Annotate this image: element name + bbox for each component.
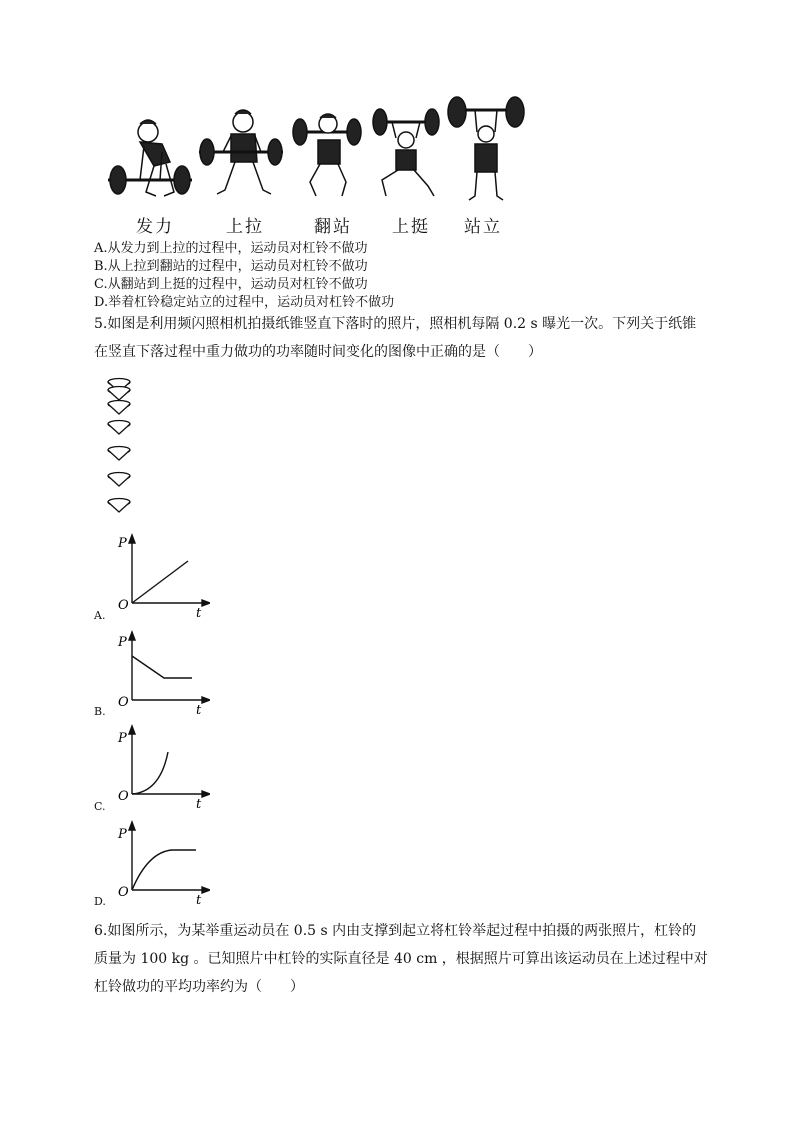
graph-c-origin: O [118, 789, 129, 804]
graph-b-ylabel: P [118, 635, 127, 650]
lifter-stage-1 [108, 120, 192, 196]
graph-b-letter: B. [94, 705, 106, 718]
q6-text-line2: 质量为 100 kg 。已知照片中杠铃的实际直径是 40 cm ，根据照片可算出该运动员在上述过程中对 [94, 951, 708, 967]
stage-label-5: 站立 [464, 217, 502, 237]
graph-option-a [110, 533, 210, 619]
graph-option-c [110, 724, 210, 810]
graph-a-ylabel: P [118, 536, 127, 551]
graph-d-xlabel: t [196, 893, 202, 906]
stage-label-2: 上拉 [226, 217, 264, 237]
q5-text-line1: 5.如图是利用频闪照相机拍摄纸锥竖直下落时的照片，照相机每隔 0.2 s 曝光一次。下列关于纸锥 [94, 316, 697, 332]
graph-c-xlabel: t [196, 797, 202, 810]
graph-c-letter: C. [94, 800, 106, 813]
q4-option-d: D.举着杠铃稳定站立的过程中，运动员对杠铃不做功 [94, 295, 395, 310]
lifter-stage-3 [293, 114, 361, 196]
q5-text-line2: 在竖直下落过程中重力做功的功率随时间变化的图像中正确的是（ ） [94, 344, 542, 360]
graph-d-origin: O [118, 885, 129, 900]
q4-option-c: C.从翻站到上挺的过程中，运动员对杠铃不做功 [94, 277, 368, 292]
lifter-stage-2 [199, 110, 283, 194]
q6-text-line3: 杠铃做功的平均功率约为（ ） [94, 979, 304, 995]
paper-cone-strobe-figure [104, 374, 138, 522]
graph-a-letter: A. [94, 609, 106, 622]
paper-cone-strobe-image [104, 374, 138, 522]
stage-label-1: 发力 [136, 217, 174, 237]
graph-a-xlabel: t [196, 606, 202, 619]
lifter-stage-4 [373, 109, 439, 196]
weightlifting-illustration [100, 96, 540, 208]
graph-a-origin: O [118, 598, 129, 613]
graph-b-xlabel: t [196, 703, 202, 716]
graph-c-ylabel: P [118, 731, 127, 746]
stage-label-3: 翻站 [314, 217, 352, 237]
graph-d-ylabel: P [118, 827, 127, 842]
graph-b-origin: O [118, 695, 129, 710]
stage-label-4: 上挺 [392, 217, 430, 237]
graph-d-letter: D. [94, 895, 106, 908]
lifter-stage-5 [448, 97, 524, 200]
graph-option-d [110, 820, 210, 906]
q4-option-b: B.从上拉到翻站的过程中，运动员对杠铃不做功 [94, 259, 368, 274]
q4-option-a: A.从发力到上拉的过程中，运动员对杠铃不做功 [94, 241, 368, 256]
graph-option-b [110, 630, 210, 716]
weightlifting-figure [100, 96, 540, 236]
q6-text-line1: 6.如图所示，为某举重运动员在 0.5 s 内由支撑到起立将杠铃举起过程中拍摄的两张照片，杠铃的 [94, 923, 697, 939]
